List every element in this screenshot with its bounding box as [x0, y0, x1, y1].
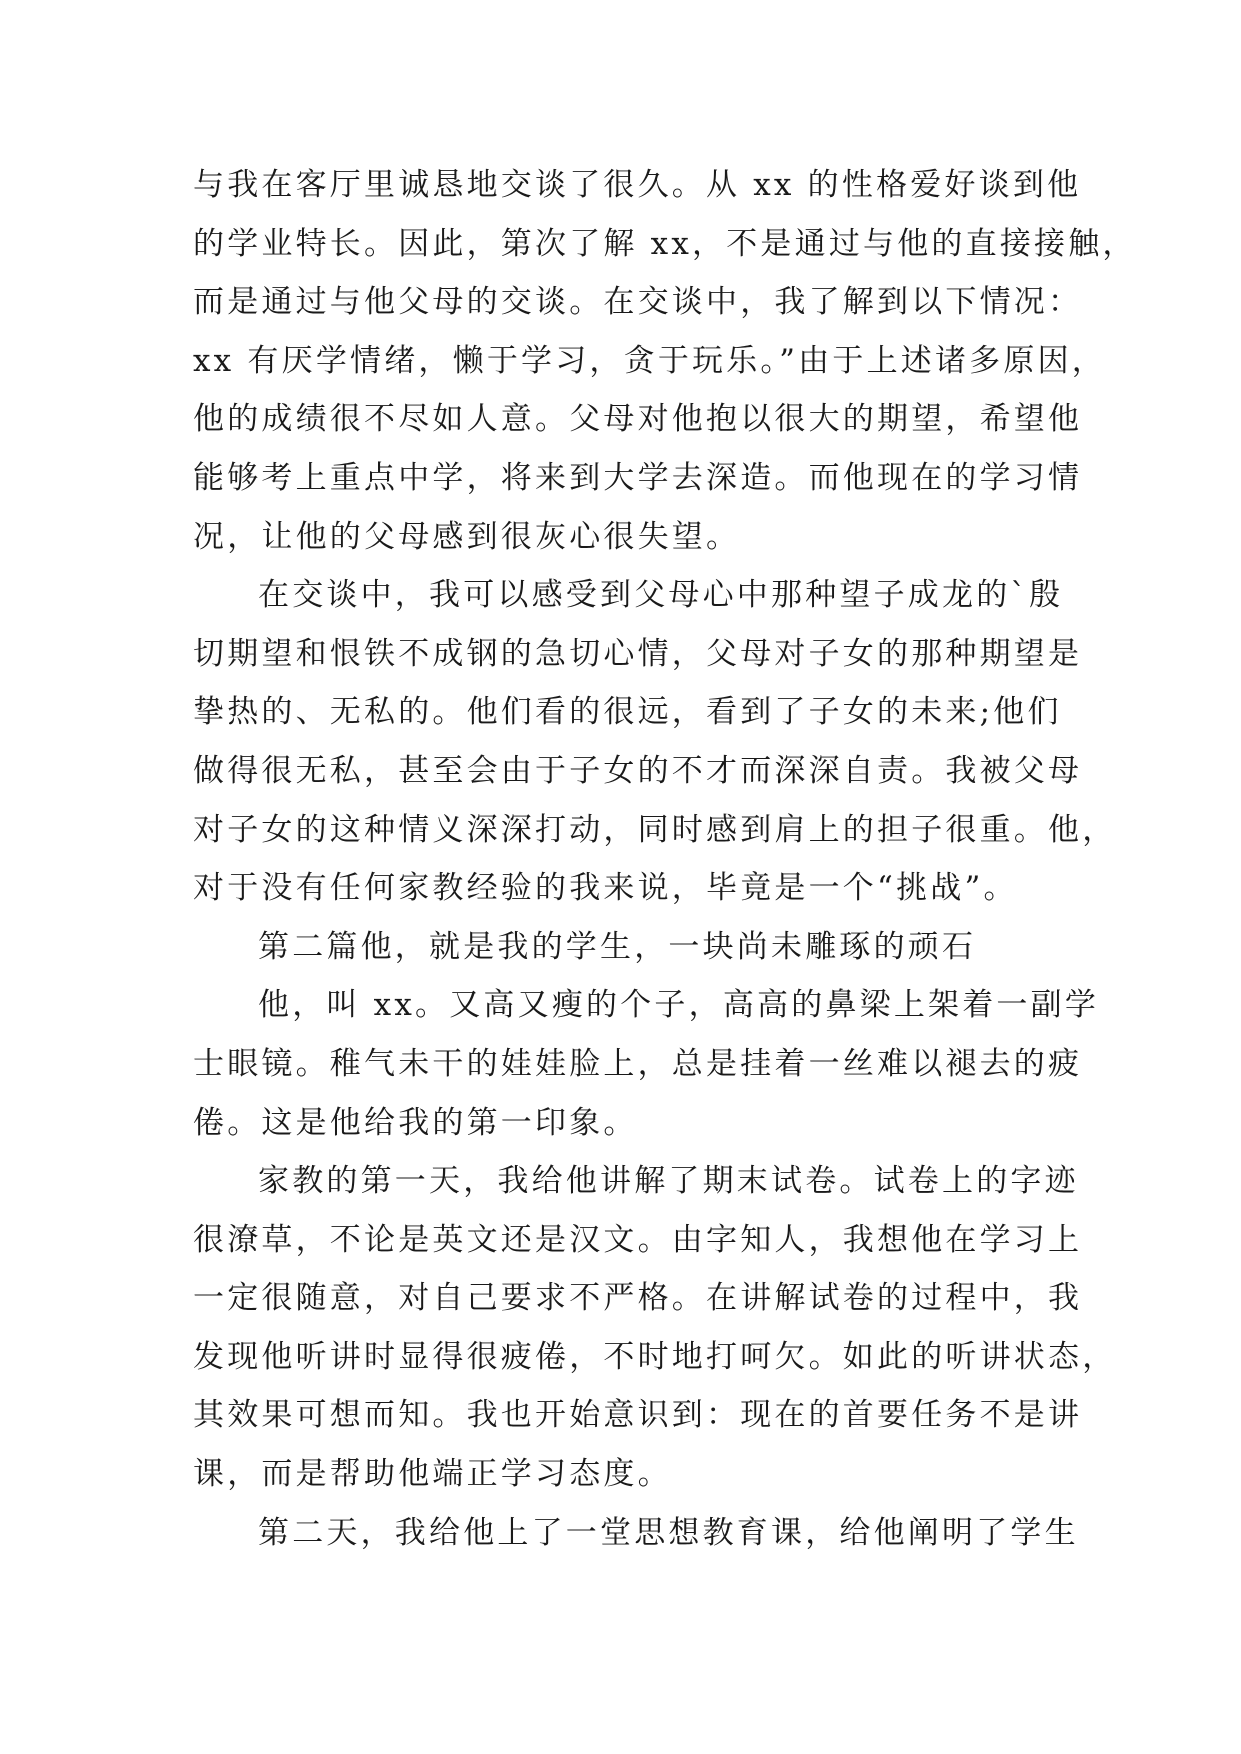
document-body: [193, 156, 1137, 1562]
text-line: 做得很无私，甚至会由于子女的不才而深深自责。我被父母: [193, 752, 1083, 789]
text-line: 士眼镜。稚气未干的娃娃脸上，总是挂着一丝难以褪去的疲: [193, 1045, 1083, 1082]
text-line: 发现他听讲时显得很疲倦，不时地打呵欠。如此的听讲状态，: [193, 1338, 1117, 1375]
text-line-indented: 在交谈中，我可以感受到父母心中那种望子成龙的`殷: [258, 577, 1064, 614]
text-line-indented: 第二天，我给他上了一堂思想教育课，给他阐明了学生: [258, 1514, 1079, 1551]
text-line: 与我在客厅里诚恳地交谈了很久。从 xx 的性格爱好谈到他: [193, 167, 1082, 203]
text-line: 课，而是帮助他端正学习态度。: [193, 1456, 672, 1493]
text-line: 对子女的这种情义深深打动，同时感到肩上的担子很重。他，: [193, 811, 1117, 848]
text-line: 的学业特长。因此，第次了解 xx，不是通过与他的直接接触，: [193, 225, 1137, 262]
text-line: 其效果可想而知。我也开始意识到：现在的首要任务不是讲: [193, 1397, 1083, 1434]
text-line: xx 有厌学情绪，懒于学习，贪于玩乐。”由于上述诸多原因，: [193, 342, 1106, 379]
text-line: 很潦草，不论是英文还是汉文。由字知人，我想他在学习上: [193, 1221, 1083, 1258]
text-line: 倦。这是他给我的第一印象。: [193, 1104, 638, 1141]
text-line: 况，让他的父母感到很灰心很失望。: [193, 518, 741, 555]
text-line: 他的成绩很不尽如人意。父母对他抱以很大的期望，希望他: [193, 401, 1083, 438]
text-line-indented: 家教的第一天，我给他讲解了期末试卷。试卷上的字迹: [258, 1163, 1079, 1200]
section-heading: 第二篇他，就是我的学生，一块尚未雕琢的顽石: [258, 928, 977, 965]
text-line: 对于没有任何家教经验的我来说，毕竟是一个“挑战”。: [193, 870, 1018, 907]
text-line: 而是通过与他父母的交谈。在交谈中，我了解到以下情况：: [193, 284, 1083, 321]
text-line: 能够考上重点中学，将来到大学去深造。而他现在的学习情: [193, 459, 1083, 496]
text-line: 切期望和恨铁不成钢的急切心情，父母对子女的那种期望是: [193, 635, 1083, 672]
text-line-indented: 他，叫 xx。又高又瘦的个子，高高的鼻梁上架着一副学: [258, 987, 1100, 1024]
text-line: 挚热的、无私的。他们看的很远，看到了子女的未来;他们: [193, 694, 1062, 731]
text-line: 一定很随意，对自己要求不严格。在讲解试卷的过程中，我: [193, 1280, 1083, 1317]
